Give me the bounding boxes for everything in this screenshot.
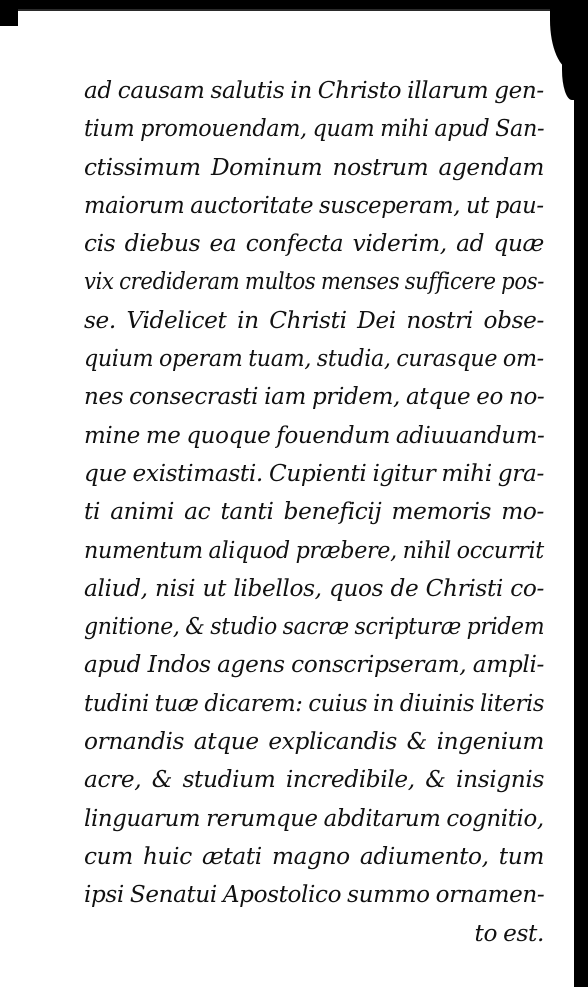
text-line: vix credideram multos menses sufficere pos- (84, 268, 545, 296)
text-line: aliud, nisi ut libellos, quos de Christi co- (84, 574, 544, 602)
scan-edge-blot-lower (562, 60, 574, 100)
text-line: ornandis atque explicandis & ingenium (84, 728, 544, 756)
text-line: linguarum rerumque abditarum cognitio, (84, 804, 544, 832)
text-line: quium operam tuam, studia, curasque om- (84, 345, 544, 373)
text-line: ti animi ac tanti beneficij memoris mo- (84, 498, 544, 526)
scan-edge-right (574, 0, 588, 987)
text-line: tudini tuæ dicarem: cuius in diuinis literis (84, 689, 545, 717)
text-line: maiorum auctoritate susceperam, ut pau- (84, 191, 544, 219)
text-line: ad causam salutis in Christo illarum gen- (84, 77, 544, 104)
text-line: que existimasti. Cupienti igitur mihi gra- (84, 459, 544, 487)
text-line-final: to est. (474, 919, 544, 947)
text-line: cis diebus ea confecta viderim, ad quæ (84, 230, 544, 258)
text-line: ctissimum Dominum nostrum agendam (84, 153, 544, 181)
text-line: acre, & studium incredibile, & insignis (84, 766, 544, 794)
text-line: ipsi Senatui Apostolico summo ornamen- (84, 881, 545, 909)
text-line: tium promouendam, quam mihi apud San- (84, 115, 545, 143)
text-line: se. Videlicet in Christi Dei nostri obse- (84, 306, 544, 334)
text-line: apud Indos agens conscripseram, ampli- (84, 651, 544, 679)
scan-edge-top (0, 0, 588, 14)
text-line: cum huic ætati magno adiumento, tum (84, 842, 544, 870)
text-line: nes consecrasti iam pridem, atque eo no- (84, 383, 545, 411)
text-line: numentum aliquod præbere, nihil occurrit (84, 536, 544, 564)
scan-edge-left (0, 0, 18, 26)
text-line: mine me quoque fouendum adiuuandum- (84, 421, 545, 449)
text-line: gnitione, & studio sacræ scripturæ pridem (84, 613, 545, 641)
body-text (84, 72, 544, 953)
